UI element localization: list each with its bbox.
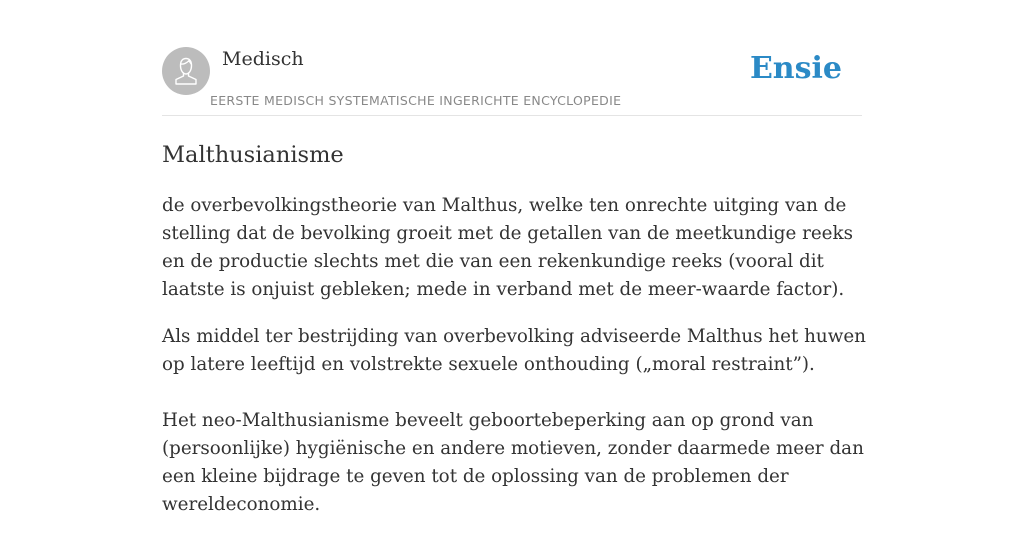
brand-logo[interactable]: Ensie	[749, 51, 842, 86]
source-header	[162, 0, 862, 116]
person-outline-icon[interactable]	[162, 47, 210, 95]
source-subtitle: EERSTE MEDISCH SYSTEMATISCHE INGERICHTE ENCYCLOPEDIE	[210, 93, 622, 108]
article-paragraph: Als middel ter bestrijding van overbevolking adviseerde Malthus het huwen op latere leeftijd en volstrekte sexuele onthouding („moral restraint”).	[162, 326, 866, 375]
article-paragraph: Het neo-Malthusianisme beveelt geboortebeperking aan op grond van (persoonlijke) hygiënische en andere motieven, zonder daarmede meer dan een kleine bijdrage te geven tot de oplossing van de problemen der wereldeconomie.	[162, 410, 864, 515]
article-body	[162, 192, 867, 538]
article-title: Malthusianisme	[162, 142, 344, 168]
article-paragraph: de overbevolkingstheorie van Malthus, welke ten onrechte uitging van de stelling dat de bevolking groeit met de getallen van de meetkundige reeks en de productie slechts met die van een rekenkundige reeks (vooral dit laatste is onjuist gebleken; mede in verband met de meer-waarde factor).	[162, 195, 853, 300]
article-card	[162, 0, 866, 515]
source-name[interactable]: Medisch	[222, 48, 304, 70]
